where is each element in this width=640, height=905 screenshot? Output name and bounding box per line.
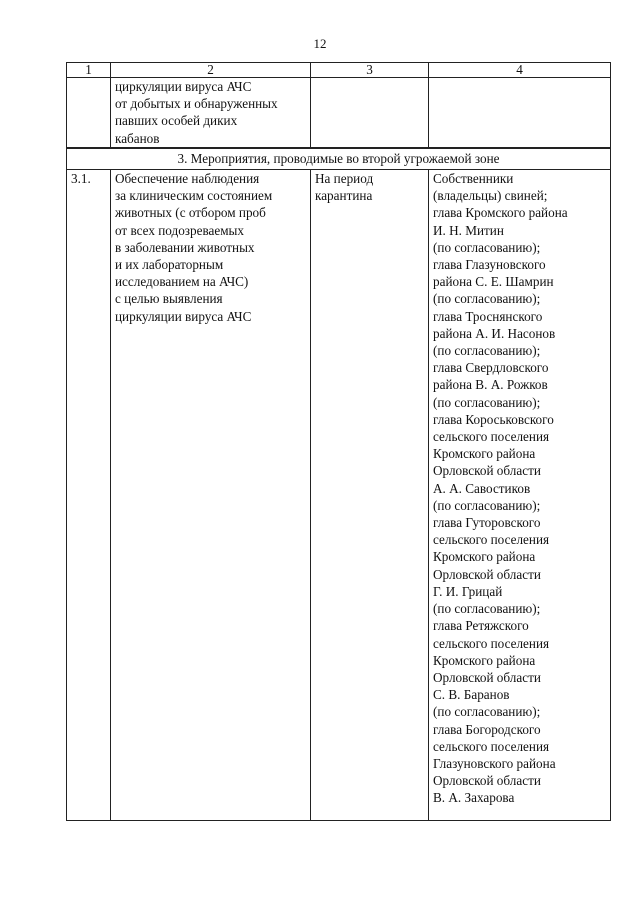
text-line: сельского поселения [433,635,550,651]
text-line: Собственники [433,171,514,187]
measure-text [115,170,310,325]
term-text [315,170,428,204]
text-line: глава Гуторовского [433,515,541,531]
section-row [67,148,611,170]
text-line: сельского поселения [433,738,550,754]
text-line: сельского поселения [433,532,550,548]
text-line: циркуляции вируса АЧС [115,79,252,94]
measures-table [66,62,611,821]
text-line: (по согласованию); [433,343,541,359]
text-line: (по согласованию); [433,497,541,513]
header-col-2: 2 [111,63,311,78]
text-line: Глазуновского района [433,755,556,771]
text-line: карантина [315,188,373,204]
text-line: и их лабораторным [115,257,224,273]
text-line: На период [315,171,374,187]
text-line: Кромского района [433,446,536,462]
text-line: кабанов [115,130,160,146]
page-number: 12 [313,36,327,51]
term-cell [311,170,429,821]
text-line: (владельцы) свиней; [433,188,548,204]
text-line: И. Н. Митин [433,222,504,238]
continuation-measure-text [115,78,310,147]
section-title: 3. Мероприятия, проводимые во второй угрожаемой зоне [67,148,611,170]
table-row [67,170,611,821]
row-number: 3.1. [67,170,111,821]
text-line: (по согласованию); [433,704,541,720]
text-line: с целью выявления [115,291,223,307]
text-line: района А. И. Насонов [433,325,556,341]
continuation-row [67,78,611,148]
text-line: циркуляции вируса АЧС [115,308,252,324]
text-line: С. В. Баранов [433,687,510,703]
text-line: в заболевании животных [115,239,255,255]
text-line: Обеспечение наблюдения [115,171,260,187]
continuation-responsible-cell [429,78,611,148]
text-line: Орловской области [433,669,541,685]
text-line: от добытых и обнаруженных [115,96,278,112]
text-line: Г. И. Грицай [433,583,503,599]
responsible-cell [429,170,611,821]
text-line: глава Кромского района [433,205,568,221]
text-line: глава Троснянского [433,308,543,324]
text-line: за клиническим состоянием [115,188,273,204]
text-line: Орловской области [433,566,541,582]
text-line: глава Свердловского [433,360,549,376]
text-line: глава Ретяжского [433,618,529,634]
continuation-number-cell [67,78,111,148]
header-col-1: 1 [67,63,111,78]
text-line: (по согласованию); [433,291,541,307]
text-line: животных (с отбором проб [115,205,266,221]
text-line: сельского поселения [433,429,550,445]
text-line: Орловской области [433,773,541,789]
text-line: Кромского района [433,652,536,668]
text-line: глава Короськовского [433,411,554,427]
cell-bottom-space [433,807,610,820]
text-line: (по согласованию); [433,239,541,255]
text-line: глава Глазуновского [433,257,546,273]
text-line: павших особей диких [115,113,238,129]
text-line: от всех подозреваемых [115,222,245,238]
continuation-term-cell [311,78,429,148]
text-line: В. А. Захарова [433,790,515,806]
header-col-3: 3 [311,63,429,78]
text-line: Орловской области [433,463,541,479]
responsible-text [433,170,610,807]
text-line: района В. А. Рожков [433,377,548,393]
text-line: Кромского района [433,549,536,565]
measure-cell [111,170,311,821]
text-line: глава Богородского [433,721,541,737]
text-line: исследованием на АЧС) [115,274,249,290]
continuation-measure-cell [111,78,311,148]
text-line: (по согласованию); [433,394,541,410]
table-header-row [67,63,611,78]
text-line: (по согласованию); [433,601,541,617]
text-line: района С. Е. Шамрин [433,274,554,290]
header-col-4: 4 [429,63,611,78]
text-line: А. А. Савостиков [433,480,531,496]
